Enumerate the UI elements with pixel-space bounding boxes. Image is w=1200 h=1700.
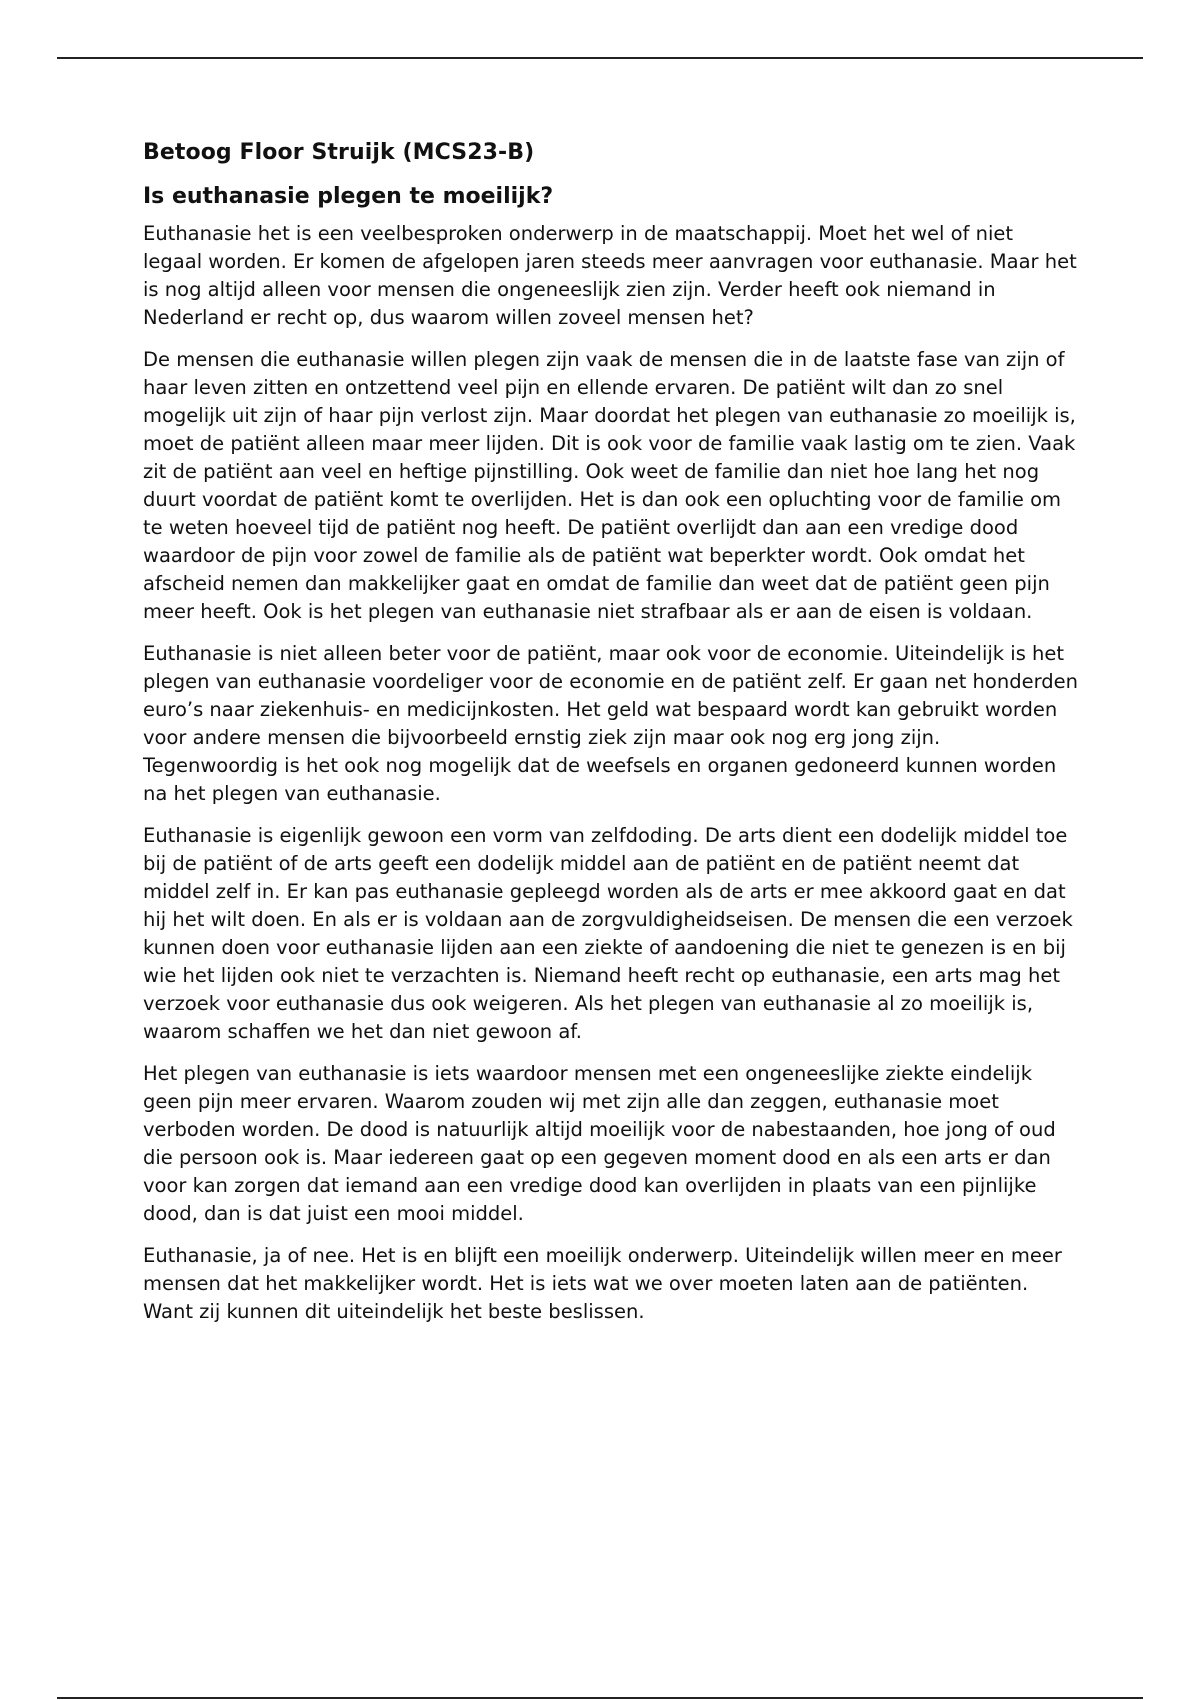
document-title: Betoog Floor Struijk (MCS23-B): [143, 140, 535, 165]
paragraph-counterargument: Euthanasie is eigenlijk gewoon een vorm van zelfdoding. De arts dient een dodelijk middel toe bij de patiënt of de arts geeft een dodelijk middel aan de patiënt en de patiënt neemt dat middel zelf in. Er kan pas euthanasie gepleegd worden als de arts er mee akkoord gaat en dat hij het wilt doen. En als er is voldaan aan de zorgvuldigheidseisen. De mensen die een verzoek kunnen doen voor euthanasie lijden aan een ziekte of aandoening die niet te genezen is en bij wie het lijden ook niet te verzachten is. Niemand heeft recht op euthanasie, een arts mag het verzoek voor euthanasie dus ook weigeren. Als het plegen van euthanasie al zo moeilijk is, waarom schaffen we het dan niet gewoon af.: [143, 824, 1073, 1043]
bottom-rule: [57, 1697, 1143, 1699]
document-body: [143, 138, 1078, 1340]
paragraph-economy: Euthanasie is niet alleen beter voor de patiënt, maar ook voor de economie. Uiteindelijk is het plegen van euthanasie voordeliger voor de economie en de patiënt zelf. Er gaan net honderden euro’s naar ziekenhuis- en medicijnkosten. Het geld wat bespaard wordt kan gebruikt worden voor andere mensen die bijvoorbeeld ernstig ziek zijn maar ook nog erg jong zijn. Tegenwoordig is het ook nog mogelijk dat de weefsels en organen gedoneerd kunnen worden na het plegen van euthanasie.: [143, 642, 1078, 805]
paragraph-suffering: De mensen die euthanasie willen plegen zijn vaak de mensen die in de laatste fase van zijn of haar leven zitten en ontzettend veel pijn en ellende ervaren. De patiënt wilt dan zo snel mogelijk uit zijn of haar pijn verlost zijn. Maar doordat het plegen van euthanasie zo moeilijk is, moet de patiënt alleen maar meer lijden. Dit is ook voor de familie vaak lastig om te zien. Vaak zit de patiënt aan veel en heftige pijnstilling. Ook weet de familie dan niet hoe lang het nog duurt voordat de patiënt komt te overlijden. Het is dan ook een opluchting voor de familie om te weten hoeveel tijd de patiënt nog heeft. De patiënt overlijdt dan aan een vredige dood waardoor de pijn voor zowel de familie als de patiënt wat beperkter wordt. Ook omdat het afscheid nemen dan makkelijker gaat en omdat de familie dan weet dat de patiënt geen pijn meer heeft. Ook is het plegen van euthanasie niet strafbaar als er aan de eisen is voldaan.: [143, 348, 1076, 623]
document-subtitle: Is euthanasie plegen te moeilijk?: [143, 184, 554, 209]
top-rule: [57, 57, 1143, 59]
paragraph-intro: Euthanasie het is een veelbesproken onderwerp in de maatschappij. Moet het wel of niet legaal worden. Er komen de afgelopen jaren steeds meer aanvragen voor euthanasie. Maar het is nog altijd alleen voor mensen die ongeneeslijk zien zijn. Verder heeft ook niemand in Nederland er recht op, dus waarom willen zoveel mensen het?: [143, 222, 1077, 329]
paragraph-conclusion: Euthanasie, ja of nee. Het is en blijft een moeilijk onderwerp. Uiteindelijk willen meer en meer mensen dat het makkelijker wordt. Het is iets wat we over moeten laten aan de patiënten. Want zij kunnen dit uiteindelijk het beste beslissen.: [143, 1244, 1062, 1323]
paragraph-rebuttal: Het plegen van euthanasie is iets waardoor mensen met een ongeneeslijke ziekte eindelijk geen pijn meer ervaren. Waarom zouden wij met zijn alle dan zeggen, euthanasie moet verboden worden. De dood is natuurlijk altijd moeilijk voor de nabestaanden, hoe jong of oud die persoon ook is. Maar iedereen gaat op een gegeven moment dood en als een arts er dan voor kan zorgen dat iemand aan een vredige dood kan overlijden in plaats van een pijnlijke dood, dan is dat juist een mooi middel.: [143, 1062, 1056, 1225]
